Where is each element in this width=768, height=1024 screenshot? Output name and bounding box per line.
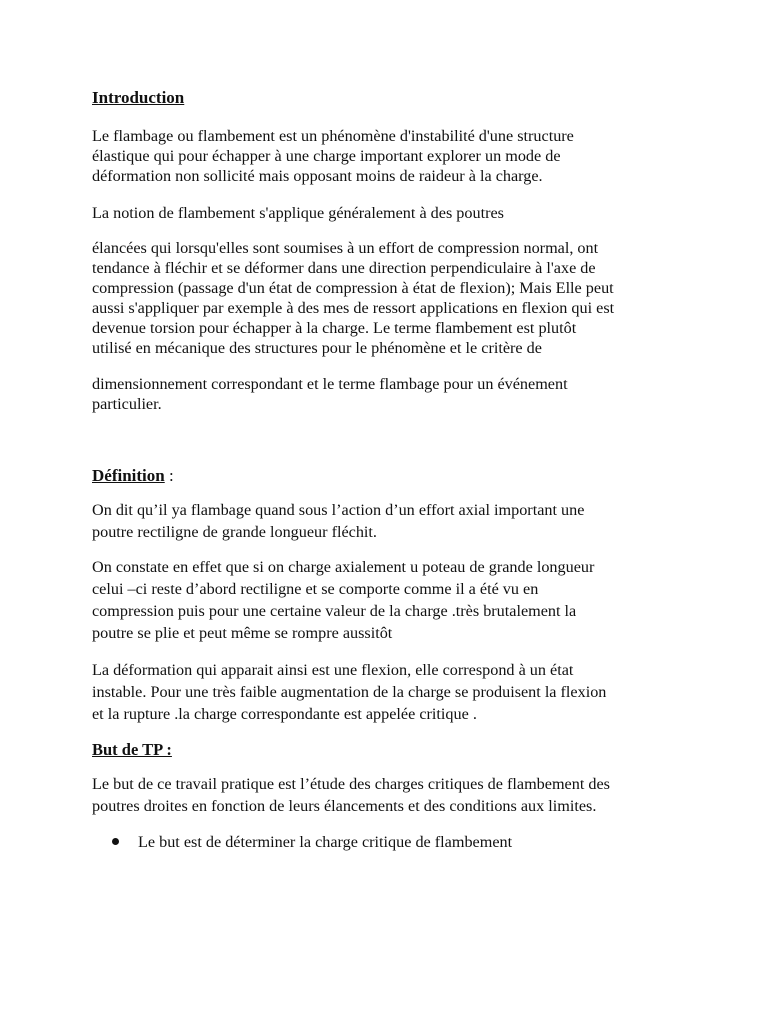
definition-paragraph-1: On dit qu’il ya flambage quand sous l’action d’un effort axial important une poutre rectiligne de grande longueur fléchit. — [92, 501, 585, 541]
definition-paragraph-2: On constate en effet que si on charge axialement u poteau de grande longueur celui –ci reste d’abord rectiligne et se comporte comme il a été vu en compression puis pour une certaine valeur de la charge .très brutalement la poutre se plie et peut même se rompre aussitôt — [92, 558, 595, 642]
definition-heading: Définition — [92, 466, 165, 485]
intro-paragraph-4: dimensionnement correspondant et le terme flambage pour un événement particulier. — [92, 375, 568, 413]
but-tp-heading: But de TP : — [92, 740, 172, 759]
bullet-list-item — [112, 832, 512, 852]
definition-heading-row — [92, 466, 174, 486]
intro-paragraph-2: La notion de flambement s'applique généralement à des poutres — [92, 204, 504, 222]
bullet-text: Le but est de déterminer la charge critique de flambement — [138, 833, 513, 851]
bullet-icon — [112, 838, 119, 845]
introduction-heading: Introduction — [92, 88, 185, 107]
intro-paragraph-1: Le flambage ou flambement est un phénomène d'instabilité d'une structure élastique qui pour échapper à une charge important explorer un mode de déformation non sollicité mais opposant moins de raideur à la charge. — [92, 127, 574, 185]
definition-heading-colon: : — [164, 466, 174, 485]
definition-paragraph-3: La déformation qui apparait ainsi est une flexion, elle correspond à un état instable. Pour une très faible augmentation de la charge se produisent la flexion et la rupture .la charge correspondante est appelée critique . — [92, 661, 607, 723]
intro-paragraph-3: élancées qui lorsqu'elles sont soumises à un effort de compression normal, ont tendance à fléchir et se déformer dans une direction perpendiculaire à l'axe de compression (passage d'un état de compression à état de flexion); Mais Elle peut aussi s'appliquer par exemple à des mes de ressort applications en flexion qui est devenue torsion pour échapper à la charge. Le terme flambement est plutôt utilisé en mécanique des structures pour le phénomène et le critère de — [92, 239, 615, 357]
but-tp-paragraph: Le but de ce travail pratique est l’étude des charges critiques de flambement des poutres droites en fonction de leurs élancements et des conditions aux limites. — [92, 775, 610, 815]
